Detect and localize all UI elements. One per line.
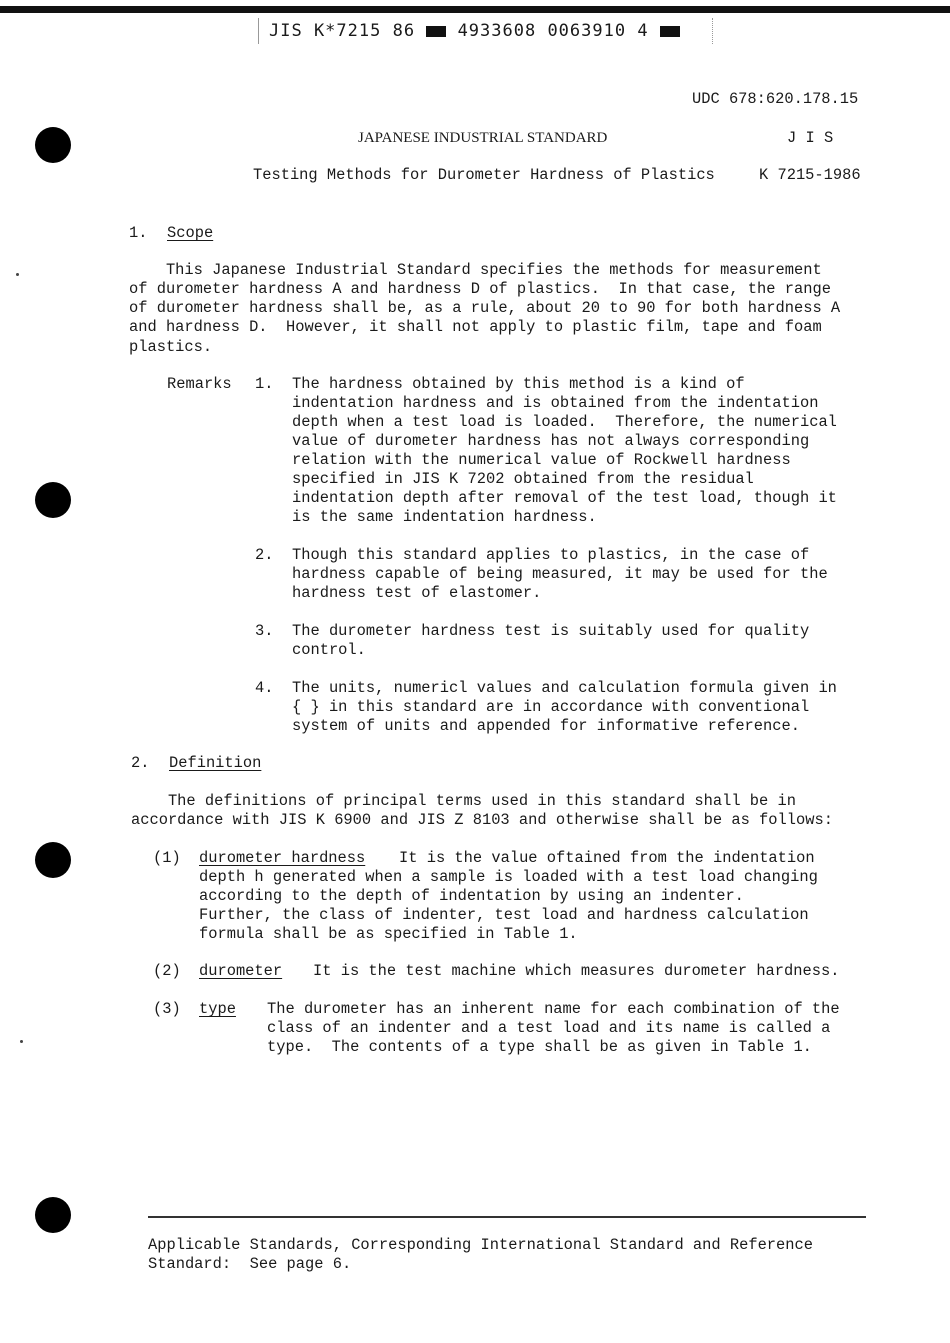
remark-line: The hardness obtained by this method is a kind of — [292, 375, 745, 393]
scope-paragraph-line: This Japanese Industrial Standard specifies the methods for measurement — [129, 261, 822, 279]
udc-number: UDC 678:620.178.15 — [692, 90, 859, 108]
definition-term: type — [199, 1000, 236, 1018]
footnote-rule — [148, 1216, 866, 1218]
remark-line: depth when a test load is loaded. Therefore, the numerical — [292, 413, 837, 431]
definition-line: It is the test machine which measures durometer hardness. — [313, 962, 840, 980]
section-heading-scope: Scope — [167, 224, 214, 242]
standard-number: K 7215-1986 — [759, 166, 861, 184]
remark-line: { } in this standard are in accordance with conventional — [292, 698, 810, 716]
scope-paragraph-line: and hardness D. However, it shall not apply to plastic film, tape and foam — [129, 318, 822, 336]
remark-line: The durometer hardness test is suitably used for quality — [292, 622, 810, 640]
definition-paragraph-line: accordance with JIS K 6900 and JIS Z 8103 and otherwise shall be as follows: — [131, 811, 833, 829]
scan-speck — [20, 1040, 23, 1043]
definition-line: class of an indenter and a test load and its name is called a — [267, 1019, 831, 1037]
redaction-block-icon — [426, 26, 446, 37]
remark-line: hardness test of elastomer. — [292, 584, 542, 602]
standard-type: JAPANESE INDUSTRIAL STANDARD — [358, 130, 608, 146]
definition-line: formula shall be as specified in Table 1. — [199, 925, 578, 943]
scope-paragraph-line: plastics. — [129, 338, 213, 356]
definition-item-number: (2) — [153, 962, 181, 980]
definition-line: It is the value oftained from the indentation — [399, 849, 815, 867]
binder-hole-icon — [35, 127, 71, 163]
remark-line: Though this standard applies to plastics, in the case of — [292, 546, 810, 564]
remark-line: The units, numericl values and calculation formula given in — [292, 679, 837, 697]
definition-line: according to the depth of indentation by using an indenter. — [199, 887, 744, 905]
definition-item-number: (3) — [153, 1000, 181, 1018]
remark-line: indentation hardness and is obtained from the indentation — [292, 394, 819, 412]
definition-line: depth h generated when a sample is loaded with a test load changing — [199, 868, 818, 886]
binder-hole-icon — [35, 842, 71, 878]
definition-line: The durometer has an inherent name for each combination of the — [267, 1000, 840, 1018]
remark-line: control. — [292, 641, 366, 659]
remarks-label: Remarks — [167, 375, 232, 393]
remark-line: system of units and appended for informative reference. — [292, 717, 800, 735]
remark-number: 4. — [255, 679, 274, 697]
document-code-header — [258, 18, 713, 44]
section-heading-definition: Definition — [169, 754, 262, 772]
document-code-part2: 4933608 0063910 4 — [457, 21, 649, 41]
definition-term: durometer — [199, 962, 283, 980]
definition-item-number: (1) — [153, 849, 181, 867]
jis-mark: J I S — [787, 129, 834, 147]
remark-line: specified in JIS K 7202 obtained from the residual — [292, 470, 754, 488]
document-title: Testing Methods for Durometer Hardness of Plastics — [253, 166, 715, 184]
remark-number: 3. — [255, 622, 274, 640]
remark-number: 2. — [255, 546, 274, 564]
remark-number: 1. — [255, 375, 274, 393]
section-number: 1. — [129, 224, 148, 242]
remark-line: indentation depth after removal of the test load, though it — [292, 489, 837, 507]
remark-line: value of durometer hardness has not always corresponding — [292, 432, 810, 450]
document-code-part1: JIS K*7215 86 — [269, 21, 416, 41]
redaction-block-icon — [660, 26, 680, 37]
footnote-line: Applicable Standards, Corresponding International Standard and Reference — [148, 1236, 813, 1254]
remark-line: relation with the numerical value of Rockwell hardness — [292, 451, 791, 469]
scope-paragraph-line: of durometer hardness shall be, as a rule, about 20 to 90 for both hardness A — [129, 299, 841, 317]
scan-speck — [16, 273, 19, 276]
binder-hole-icon — [35, 1197, 71, 1233]
definition-term: durometer hardness — [199, 849, 366, 867]
definition-paragraph-line: The definitions of principal terms used in this standard shall be in — [131, 792, 796, 810]
definition-line: Further, the class of indenter, test load and hardness calculation — [199, 906, 809, 924]
section-number: 2. — [131, 754, 150, 772]
scope-paragraph-line: of durometer hardness A and hardness D of plastics. In that case, the range — [129, 280, 831, 298]
footnote-line: Standard: See page 6. — [148, 1255, 352, 1273]
top-border — [0, 6, 950, 13]
definition-line: type. The contents of a type shall be as given in Table 1. — [267, 1038, 812, 1056]
remark-line: is the same indentation hardness. — [292, 508, 597, 526]
remark-line: hardness capable of being measured, it may be used for the — [292, 565, 828, 583]
binder-hole-icon — [35, 482, 71, 518]
